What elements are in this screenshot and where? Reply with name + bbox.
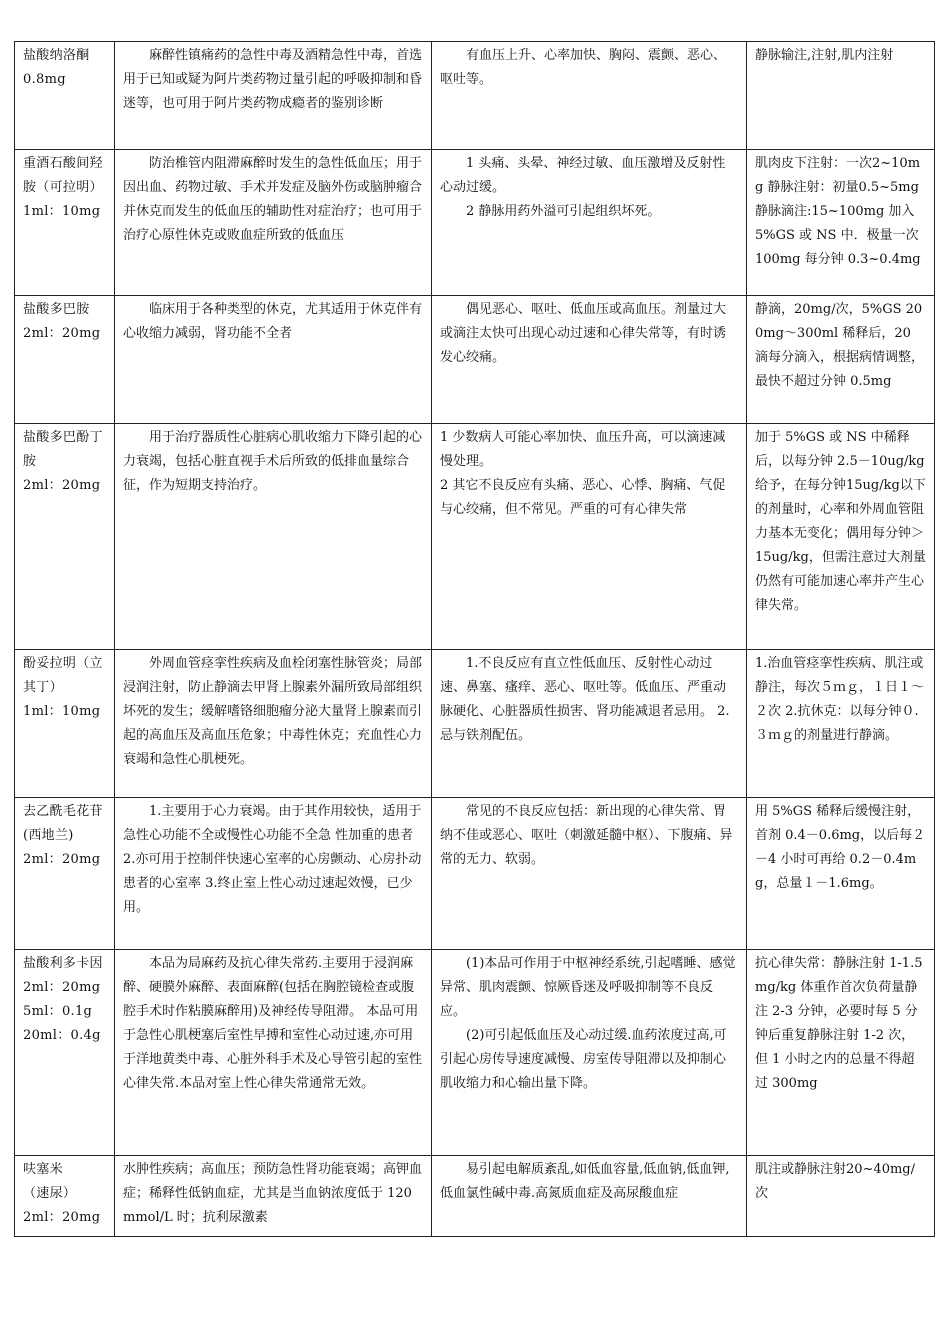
indication-text: 用于治疗器质性心脏病心肌收缩力下降引起的心力衰竭，包括心脏直视手术后所致的低排血量综合征，作为短期支持治疗。: [123, 430, 423, 493]
drug-name: 盐酸多巴酚丁胺: [23, 430, 103, 469]
drug-spec: 2ml：20mg: [23, 1210, 101, 1225]
adverse-text: 偶见恶心、呕吐、低血压或高血压。剂量过大或滴注太快可出现心动过速和心律失常等，有时诱发心绞痛。: [440, 302, 727, 365]
indication-text: 临床用于各种类型的休克，尤其适用于休克伴有心收缩力减弱，肾功能不全者: [123, 302, 423, 341]
usage-text: 肌肉皮下注射：一次2~10mg 静脉注射：初量0.5~5mg 静脉滴注:15~100mg 加入 5%GS 或 NS 中．极量一次100mg 每分钟 0.3~0.4mg: [755, 156, 921, 267]
drug-spec: 2ml：20mg: [23, 478, 101, 493]
indication-cell: [115, 650, 432, 798]
adverse-text: 2 静脉用药外溢可引起组织坏死。: [466, 204, 661, 219]
indication-text: 外周血管痉挛性疾病及血栓闭塞性脉管炎；局部浸润注射，防止静滴去甲肾上腺素外漏所致局部组织坏死的发生；缓解嗜铬细胞瘤分泌大量肾上腺素而引起的高血压及高血压危象；中毒性休克；充血性心力衰竭和急性心肌梗死。: [123, 656, 423, 767]
drug-name-cell: [15, 424, 115, 650]
drug-name-cell: [15, 296, 115, 424]
drug-spec: 1ml：10mg: [23, 704, 101, 719]
usage-text: 加于 5%GS 或 NS 中稀释后，以每分钟 2.5－10ug/kg给予，在每分钟15ug/kg以下的剂量时，心率和外周血管阻力基本无变化；偶用每分钟＞15ug/kg，但需注意过大剂量仍然有可能加速心率并产生心律失常。: [755, 430, 926, 613]
usage-text: 1.治血管痉挛性疾病、肌注或静注，每次５ｍｇ，１日１～２次 2.抗休克：以每分钟０.３ｍｇ的剂量进行静滴。: [755, 656, 925, 743]
adverse-text: 有血压上升、心率加快、胸闷、震颤、恶心、呕吐等。: [440, 48, 727, 87]
adverse-text: 易引起电解质紊乱,如低血容量,低血钠,低血钾,低血氯性碱中毒.高氮质血症及高尿酸血症: [440, 1162, 730, 1201]
usage-cell: [747, 1156, 935, 1237]
adverse-text: (2)可引起低血压及心动过缓.血药浓度过高,可引起心房传导速度减慢、房室传导阻滞以及抑制心肌收缩力和心输出量下降。: [440, 1028, 727, 1091]
adverse-cell: [432, 650, 747, 798]
drug-name: 呋塞米: [23, 1162, 63, 1177]
drug-spec: 2ml：20mg: [23, 852, 101, 867]
drug-name: 盐酸利多卡因: [23, 956, 103, 971]
adverse-text: 常见的不良反应包括：新出现的心律失常、胃纳不佳或恶心、呕吐（刺激延髓中枢）、下腹痛、异常的无力、软弱。: [440, 804, 733, 867]
table-row: [15, 150, 935, 296]
indication-cell: [115, 424, 432, 650]
indication-text: 水肿性疾病；高血压；预防急性肾功能衰竭；高钾血症；稀释性低钠血症，尤其是当血钠浓度低于 120mmol/L 时；抗利尿激素: [123, 1162, 423, 1225]
table-row: [15, 950, 935, 1156]
drug-name-cell: [15, 150, 115, 296]
adverse-text: 1.不良反应有直立性低血压、反射性心动过速、鼻塞、瘙痒、恶心、呕吐等。低血压、严重动脉硬化、心脏器质性损害、肾功能减退者忌用。 2.忌与铁剂配伍。: [440, 656, 730, 743]
drug-name: 盐酸多巴胺: [23, 302, 90, 317]
adverse-cell: [432, 424, 747, 650]
indication-text: 本品为局麻药及抗心律失常药.主要用于浸润麻醉、硬膜外麻醉、表面麻醉(包括在胸腔镜检查或腹腔手术时作粘膜麻醉用)及神经传导阻滞。 本品可用于急性心肌梗塞后室性早搏和室性心动过速,亦可用于洋地黄类中毒、心脏外科手术及心导管引起的室性心律失常.本品对室上性心律失常通常无效。: [123, 956, 423, 1091]
usage-cell: [747, 424, 935, 650]
drug-name-cell: [15, 950, 115, 1156]
adverse-cell: [432, 1156, 747, 1237]
drug-name-cell: [15, 650, 115, 798]
drug-name: 去乙酰毛花苷(西地兰): [23, 804, 103, 843]
usage-text: 静滴，20mg/次，5%GS 200mg～300ml 稀释后，20 滴每分滴入，根据病情调整，最快不超过分钟 0.5mg: [755, 302, 925, 389]
drug-spec: 5ml：0.1g: [23, 1004, 93, 1019]
table-row: [15, 424, 935, 650]
table-row: [15, 296, 935, 424]
drug-spec: 2ml：20mg: [23, 326, 101, 341]
drug-name-cell: [15, 798, 115, 950]
adverse-cell: [432, 950, 747, 1156]
usage-text: 静脉输注,注射,肌内注射: [755, 48, 894, 63]
adverse-text: 1 少数病人可能心率加快、血压升高，可以滴速减慢处理。: [440, 430, 726, 469]
drug-spec: 20ml：0.4g: [23, 1028, 101, 1043]
usage-text: 肌注或静脉注射20~40mg/次: [755, 1162, 916, 1201]
indication-cell: [115, 798, 432, 950]
usage-cell: [747, 296, 935, 424]
drug-name: 重酒石酸间羟胺（可拉明）: [23, 156, 103, 195]
indication-text: 1.主要用于心力衰竭。由于其作用较快，适用于急性心功能不全或慢性心功能不全急 性加重的患者 2.亦可用于控制伴快速心室率的心房颤动、心房扑动患者的心室率 3.终止室上性心动过速起效慢，已少用。: [123, 804, 422, 915]
table-row: [15, 650, 935, 798]
indication-cell: [115, 950, 432, 1156]
indication-cell: [115, 1156, 432, 1237]
drug-name-cell: [15, 42, 115, 150]
adverse-text: (1)本品可作用于中枢神经系统,引起嗜睡、感觉异常、肌肉震颤、惊厥昏迷及呼吸抑制等不良反应。: [440, 956, 736, 1019]
usage-cell: [747, 150, 935, 296]
drug-spec: 1ml：10mg: [23, 204, 101, 219]
adverse-cell: [432, 150, 747, 296]
drug-table-body: [15, 42, 935, 1237]
table-row: [15, 798, 935, 950]
usage-cell: [747, 42, 935, 150]
table-row: [15, 1156, 935, 1237]
drug-name: 酚妥拉明（立其丁）: [23, 656, 103, 695]
usage-text: 用 5%GS 稀释后缓慢注射，首剂 0.4－0.6mg，以后每２－4 小时可再给 0.2－0.4mg，总量１－1.6mg。: [755, 804, 926, 891]
indication-cell: [115, 150, 432, 296]
drug-spec: 0.8mg: [23, 72, 66, 87]
drug-spec: 2ml：20mg: [23, 980, 101, 995]
adverse-text: 2 其它不良反应有头痛、恶心、心悸、胸痛、气促与心绞痛，但不常见。严重的可有心律失常: [440, 478, 726, 517]
table-row: [15, 42, 935, 150]
adverse-cell: [432, 296, 747, 424]
indication-cell: [115, 296, 432, 424]
usage-cell: [747, 950, 935, 1156]
drug-name: （速尿）: [23, 1186, 77, 1201]
indication-text: 防治椎管内阻滞麻醉时发生的急性低血压；用于因出血、药物过敏、手术并发症及脑外伤或脑肿瘤合并休克而发生的低血压的辅助性对症治疗；也可用于治疗心原性休克或败血症所致的低血压: [123, 156, 423, 243]
indication-text: 麻醉性镇痛药的急性中毒及酒精急性中毒，首选用于已知或疑为阿片类药物过量引起的呼吸抑制和昏迷等，也可用于阿片类药物成瘾者的鉴别诊断: [123, 48, 423, 111]
drug-name: 盐酸纳洛酮: [23, 48, 90, 63]
usage-text: 抗心律失常：静脉注射 1-1.5mg/kg 体重作首次负荷量静注 2-3 分钟，必要时每 5 分钟后重复静脉注射 1-2 次，但 1 小时之内的总量不得超过 300mg: [755, 956, 923, 1091]
usage-cell: [747, 798, 935, 950]
adverse-cell: [432, 798, 747, 950]
adverse-cell: [432, 42, 747, 150]
usage-cell: [747, 650, 935, 798]
drug-name-cell: [15, 1156, 115, 1237]
adverse-text: 1 头痛、头晕、神经过敏、血压激增及反射性心动过缓。: [440, 156, 726, 195]
indication-cell: [115, 42, 432, 150]
drug-table: [14, 41, 935, 1237]
